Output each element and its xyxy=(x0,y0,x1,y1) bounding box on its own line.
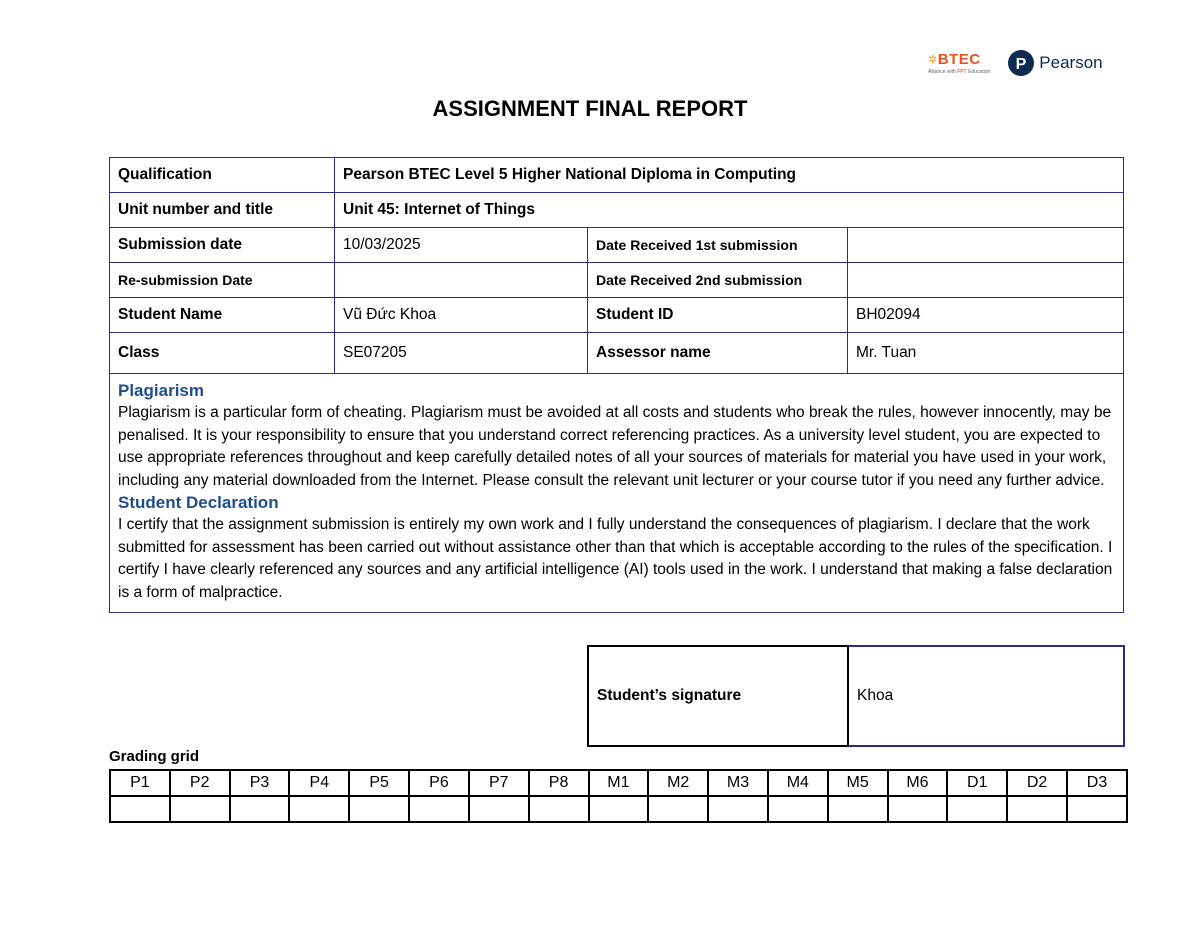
grade-criterion-d3: D3 xyxy=(1067,770,1127,796)
grade-cell-p5 xyxy=(349,796,409,822)
grading-grid-value-row xyxy=(110,796,1127,822)
grade-criterion-p1: P1 xyxy=(110,770,170,796)
grade-criterion-d2: D2 xyxy=(1007,770,1067,796)
declaration-heading: Student Declaration xyxy=(118,493,279,512)
assessor-label: Assessor name xyxy=(588,333,848,374)
table-row xyxy=(110,263,1124,298)
resubmission-value xyxy=(335,263,588,298)
class-label: Class xyxy=(110,333,335,374)
unit-label: Unit number and title xyxy=(110,193,335,228)
grade-criterion-p6: P6 xyxy=(409,770,469,796)
declaration-text: I certify that the assignment submission is entirely my own work and I fully understand the consequences of plagiarism. I declare that the work submitted for assessment has been carried out without assistance other than that which is acceptable according to the rules of the specification. I certify I have clearly referenced any sources and any artificial intelligence (AI) tools used in the work. I understand that making a false declaration is a form of malpractice. xyxy=(118,516,1113,601)
grade-criterion-p4: P4 xyxy=(289,770,349,796)
class-value: SE07205 xyxy=(335,333,588,374)
grade-cell-p3 xyxy=(230,796,290,822)
btec-logo-text: BTEC xyxy=(937,50,981,68)
student-name-value: Vũ Đức Khoa xyxy=(335,298,588,333)
grade-criterion-d1: D1 xyxy=(947,770,1007,796)
btec-tagline: Alliance with FPT Education xyxy=(928,68,991,75)
declaration-section xyxy=(110,374,1124,613)
date-received-1-value xyxy=(848,228,1124,263)
resubmission-label: Re-submission Date xyxy=(110,263,335,298)
grade-cell-p4 xyxy=(289,796,349,822)
grade-cell-p2 xyxy=(170,796,230,822)
grading-grid-label: Grading grid xyxy=(109,748,199,765)
student-id-label: Student ID xyxy=(588,298,848,333)
table-row xyxy=(110,374,1124,613)
pearson-p-icon xyxy=(1008,50,1034,76)
grade-cell-p8 xyxy=(529,796,589,822)
submission-date-value: 10/03/2025 xyxy=(335,228,588,263)
grade-criterion-p5: P5 xyxy=(349,770,409,796)
btec-logo xyxy=(928,52,990,75)
table-row xyxy=(110,228,1124,263)
pearson-logo-text: Pearson xyxy=(1039,53,1103,72)
grade-criterion-p2: P2 xyxy=(170,770,230,796)
submission-date-label: Submission date xyxy=(110,228,335,263)
plagiarism-heading: Plagiarism xyxy=(118,381,204,400)
grade-criterion-m5: M5 xyxy=(828,770,888,796)
grade-cell-m3 xyxy=(708,796,768,822)
grade-cell-p6 xyxy=(409,796,469,822)
grade-cell-d3 xyxy=(1067,796,1127,822)
table-row xyxy=(588,646,1124,746)
unit-value: Unit 45: Internet of Things xyxy=(335,193,1124,228)
header-logos xyxy=(928,50,1103,76)
table-row xyxy=(110,158,1124,193)
grade-cell-m2 xyxy=(648,796,708,822)
grade-criterion-m3: M3 xyxy=(708,770,768,796)
grade-cell-p7 xyxy=(469,796,529,822)
svg-text:P: P xyxy=(1015,56,1027,73)
date-received-2-label: Date Received 2nd submission xyxy=(588,263,848,298)
table-row xyxy=(110,193,1124,228)
grade-cell-m4 xyxy=(768,796,828,822)
grade-criterion-m4: M4 xyxy=(768,770,828,796)
grade-criterion-m2: M2 xyxy=(648,770,708,796)
qualification-label: Qualification xyxy=(110,158,335,193)
page-title: ASSIGNMENT FINAL REPORT xyxy=(432,96,748,121)
grade-criterion-p3: P3 xyxy=(230,770,290,796)
grade-cell-m5 xyxy=(828,796,888,822)
signature-table xyxy=(587,645,1125,747)
grade-cell-m1 xyxy=(589,796,649,822)
student-id-value: BH02094 xyxy=(848,298,1124,333)
qualification-value: Pearson BTEC Level 5 Higher National Diploma in Computing xyxy=(335,158,1124,193)
grading-grid-header-row xyxy=(110,770,1127,796)
table-row xyxy=(110,298,1124,333)
grade-criterion-p7: P7 xyxy=(469,770,529,796)
date-received-1-label: Date Received 1st submission xyxy=(588,228,848,263)
grade-cell-p1 xyxy=(110,796,170,822)
signature-label: Student’s signature xyxy=(588,646,848,746)
grade-cell-d2 xyxy=(1007,796,1067,822)
assessor-value: Mr. Tuan xyxy=(848,333,1124,374)
grading-grid xyxy=(109,769,1128,823)
grade-cell-m6 xyxy=(888,796,948,822)
table-row xyxy=(110,333,1124,374)
date-received-2-value xyxy=(848,263,1124,298)
plagiarism-text: Plagiarism is a particular form of cheating. Plagiarism must be avoided at all costs and students who break the rules, however innocently, may be penalised. It is your responsibility to ensure that you understand correct referencing practices. As a university level student, you are expected to use appropriate references throughout and keep carefully detailed notes of all your sources of materials for material you have used in your work, including any material downloaded from the Internet. Please consult the relevant unit lecturer or your course tutor if you need any further advice. xyxy=(118,404,1112,489)
assignment-info-table xyxy=(109,157,1124,613)
student-name-label: Student Name xyxy=(110,298,335,333)
btec-star-icon: ✲ xyxy=(928,53,938,66)
signature-value: Khoa xyxy=(848,646,1124,746)
grade-criterion-p8: P8 xyxy=(529,770,589,796)
grade-criterion-m1: M1 xyxy=(589,770,649,796)
pearson-logo xyxy=(1008,50,1102,76)
grade-cell-d1 xyxy=(947,796,1007,822)
grade-criterion-m6: M6 xyxy=(888,770,948,796)
